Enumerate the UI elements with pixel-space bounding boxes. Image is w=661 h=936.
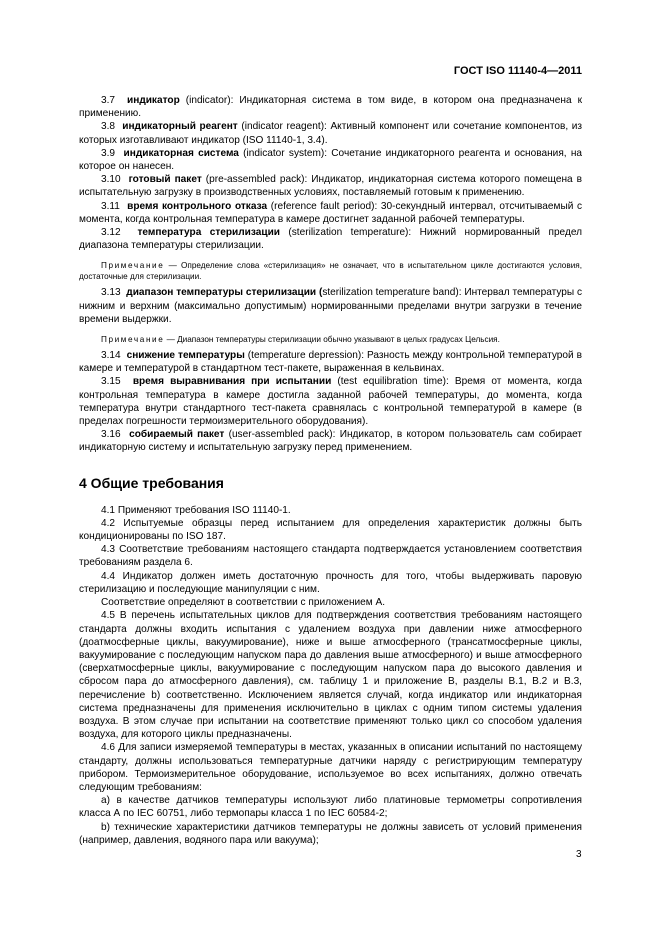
term-3-8: 3.8 индикаторный реагент (indicator reagent): Активный компонент или сочетание компонентов, из которых изготавливают индикатор (ISO 11140-1, 3.4). — [79, 121, 583, 146]
term-3-13: 3.13 диапазон температуры стерилизации (sterilization temperature band): Интервал температуры с нижним и верхним (максимально допустимым) нормированными пределами внутри загрузки в течение времени выдержки. — [79, 287, 583, 325]
para-4-5: 4.5 В перечень испытательных циклов для подтверждения соответствия требованиям настоящего стандарта должны входить испытания с удалением воздуха при давлении ниже атмосферного (доатмосферные циклы, вакуумирование), ниже и выше атмосферного (трансатмосферные циклы, вакуумирование с последующим напуском пара до давления выше атмосферного) и выше атмосферного (сверхатмосферные циклы, вакуумирование с последующим напуском пара до высокого давления и сбросом пара до атмосферного давления), см. таблицу 1 и приложение В, разделы В.1, В.2 и В.3, перечисление b) соответственно. Исключением является случай, когда индикатор или индикаторная система предназначены для применения исключительно в циклах с одним типом системы удаления воздуха. В этом случае при испытании на соответствие применяют только цикл со способом удаления воздуха, для которого циклы предназначены. — [79, 610, 582, 741]
term-3-16: 3.16 собираемый пакет (user-assembled pack): Индикатор, в котором пользователь сам собирает индикаторную систему и испытательную загрузку перед применением. — [79, 429, 583, 454]
term-3-7: 3.7 индикатор (indicator): Индикаторная система в том виде, в котором она предназначена к применению. — [79, 95, 583, 120]
document-header: ГОСТ ISO 11140-4—2011 — [453, 65, 582, 77]
para-4-1: 4.1 Применяют требования ISO 11140-1. — [101, 504, 291, 516]
para-4-2: 4.2 Испытуемые образцы перед испытанием для определения характеристик должны быть кондиционированы по ISO 187. — [79, 517, 582, 543]
page-number: 3 — [576, 849, 582, 860]
list-item-a: а) в качестве датчиков температуры используют либо платиновые термометры сопротивления класса А по IEC 60751, либо термопары класса 1 по IEC 60584-2; — [79, 795, 582, 820]
section-4-title: 4 Общие требования — [79, 474, 224, 491]
term-3-10: 3.10 готовый пакет (pre-assembled pack): Индикатор, индикаторная система которого помещена в испытательную загрузку в производственных условиях, поставляемый готовым к применению. — [79, 174, 582, 199]
para-4-4: 4.4 Индикатор должен иметь достаточную прочность для того, чтобы выдерживать паровую стерилизацию и последующие манипуляции с ним. — [79, 570, 582, 595]
para-4-4-compliance: Соответствие определяют в соответствии с приложением А. — [101, 597, 386, 609]
para-4-6: 4.6 Для записи измеряемой температуры в местах, указанных в описании испытаний по настоящему стандарту, должны использоваться температурные датчики наряду с регистрирующим температуру прибором. Термоизмерительное оборудование, используемое во всех испытаниях, должно отвечать следующим требованиям: — [79, 742, 582, 793]
term-3-14: 3.14 снижение температуры (temperature depression): Разность между контрольной температурой в камере и температурой в стандартном тест-пакете, выраженная в кельвинах. — [79, 350, 582, 375]
term-3-15: 3.15 время выравнивания при испытании (test equilibration time): Время от момента, когда контрольная температура в камере достигла заданной рабочей температуры, до момента, когда температура внутри стандартного тест-пакета сравнялась с контрольной температурой в камере (в пределах погрешности термоизмерительного оборудования). — [79, 376, 582, 428]
note-1: Примечание — Определение слова «стерилизация» не означает, что в испытательном цикле достигаются условия, достаточные для стерилизации. — [79, 261, 582, 282]
term-3-12: 3.12 температура стерилизации (sterilization temperature): Нижний нормированный предел диапазона температуры стерилизации. — [79, 227, 583, 252]
page-content — [79, 94, 582, 847]
para-4-3: 4.3 Соответствие требованиям настоящего стандарта подтверждается установлением соответствия требованиям раздела 6. — [79, 544, 582, 569]
term-3-9: 3.9 индикаторная система (indicator system): Сочетание индикаторного реагента и основания, на которое он нанесен. — [79, 147, 583, 173]
list-item-b: b) технические характеристики датчиков температуры не должны зависеть от условий применения (например, давления, водяного пара или вакуума); — [79, 821, 582, 846]
term-3-11: 3.11 время контрольного отказа (reference fault period): 30-секундный интервал, отсчитываемый с момента, когда контрольная температура в камере достигнет заданной рабочей температуры. — [79, 200, 583, 225]
note-2: Примечание — Диапазон температуры стерилизации обычно указывают в целых градусах Цельсия. — [101, 335, 500, 345]
